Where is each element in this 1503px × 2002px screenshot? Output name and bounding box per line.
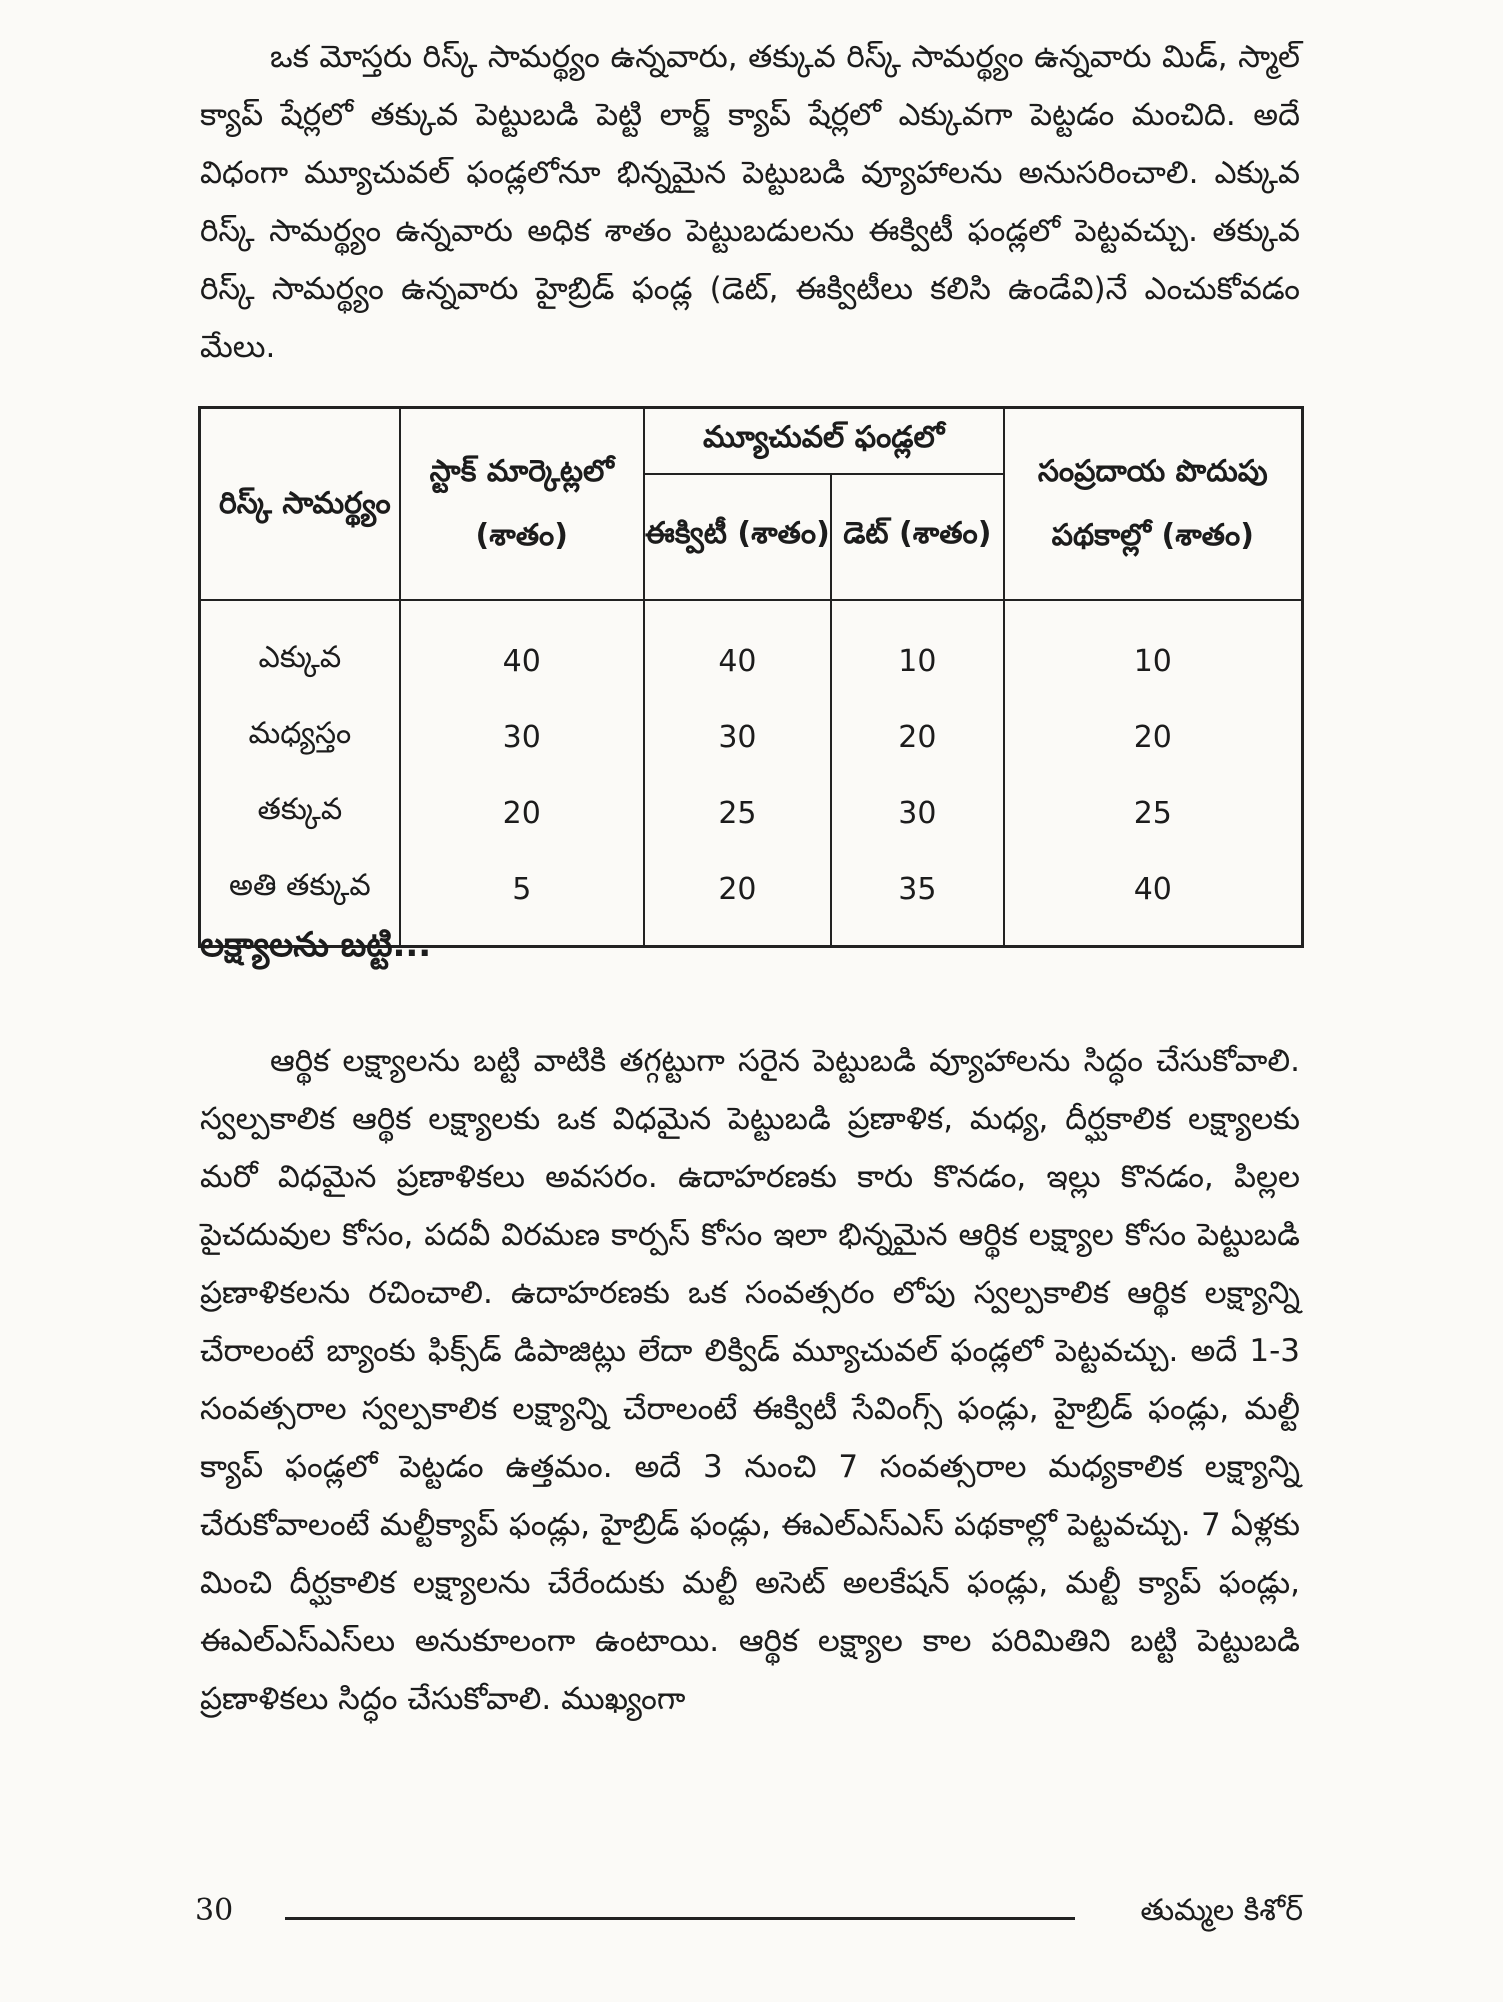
risk-level: ఎక్కువ bbox=[200, 600, 400, 699]
paragraph-intro: ఒక మోస్తరు రిస్క్ సామర్థ్యం ఉన్నవారు, తక్కువ రిస్క్ సామర్థ్యం ఉన్నవారు మిడ్, స్మాల్ క్యాప్ షేర్లలో తక్కువ పెట్టుబడి పెట్టి లార్జ్ క్యాప్ షేర్లలో ఎక్కువగా పెట్టడం మంచిది. అదే విధంగా మ్యూచువల్ ఫండ్లలోనూ భిన్నమైన పెట్టుబడి వ్యూహాలను అనుసరించాలి. ఎక్కువ రిస్క్ సామర్థ్యం ఉన్నవారు అధిక శాతం పెట్టుబడులను ఈక్విటీ ఫండ్లలో పెట్టవచ్చు. తక్కువ రిస్క్ సామర్థ్యం ఉన్నవారు హైబ్రిడ్ ఫండ్ల (డెట్, ఈక్విటీలు కలిసి ఉండేవి)నే ఎంచుకోవడం మేలు. bbox=[200, 39, 1300, 365]
header-risk: రిస్క్ సామర్థ్యం bbox=[200, 408, 400, 601]
author-name: తుమ్మల కిశోర్ bbox=[1140, 1893, 1303, 1928]
header-debt: డెట్ (శాతం) bbox=[831, 474, 1004, 600]
equity-percent: 20 bbox=[644, 851, 831, 947]
risk-level: తక్కువ bbox=[200, 775, 400, 851]
paragraph-goals: ఆర్థిక లక్ష్యాలను బట్టి వాటికి తగ్గట్టుగా సరైన పెట్టుబడి వ్యూహాలను సిద్ధం చేసుకోవాలి. స్వల్పకాలిక ఆర్థిక లక్ష్యాలకు ఒక విధమైన పెట్టుబడి ప్రణాళిక, మధ్య, దీర్ఘకాలిక లక్ష్యాలకు మరో విధమైన ప్రణాళికలు అవసరం. ఉదాహరణకు కారు కొనడం, ఇల్లు కొనడం, పిల్లల పైచదువుల కోసం, పదవీ విరమణ కార్పస్ కోసం ఇలా భిన్నమైన ఆర్థిక లక్ష్యాల కోసం పెట్టుబడి ప్రణాళికలను రచించాలి. ఉదాహరణకు ఒక సంవత్సరం లోపు స్వల్పకాలిక ఆర్థిక లక్ష్యాన్ని చేరాలంటే బ్యాంకు ఫిక్స్‌డ్ డిపాజిట్లు లేదా లిక్విడ్ మ్యూచువల్ ఫండ్లలో పెట్టవచ్చు. అదే 1-3 సంవత్సరాల స్వల్పకాలిక లక్ష్యాన్ని చేరాలంటే ఈక్విటీ సేవింగ్స్ ఫండ్లు, హైబ్రిడ్ ఫండ్లు, మల్టీ క్యాప్ ఫండ్లలో పెట్టడం ఉత్తమం. అదే 3 నుంచి 7 సంవత్సరాల మధ్యకాలిక లక్ష్యాన్ని చేరుకోవాలంటే మల్టీక్యాప్ ఫండ్లు, హైబ్రిడ్ ఫండ్లు, ఈఎల్ఎస్ఎస్ పథకాల్లో పెట్టవచ్చు. 7 ఏళ్లకు మించి దీర్ఘకాలిక లక్ష్యాలను చేరేందుకు మల్టీ అసెట్ అలకేషన్ ఫండ్లు, మల్టీ క్యాప్ ఫండ్లు, ఈఎల్ఎస్ఎస్‌లు అనుకూలంగా ఉంటాయి. ఆర్థిక లక్ష్యాల కాల పరిమితిని బట్టి పెట్టుబడి ప్రణాళికలు సిద్ధం చేసుకోవాలి. ముఖ్యంగా bbox=[200, 1043, 1300, 1717]
allocation-table bbox=[198, 406, 1304, 948]
header-traditional-savings: సంప్రదాయ పొదుపు పథకాల్లో (శాతం) bbox=[1004, 408, 1303, 601]
debt-percent: 30 bbox=[831, 775, 1004, 851]
section-heading: లక్ష్యాలను బట్టి... bbox=[200, 925, 432, 965]
traditional-percent: 25 bbox=[1004, 775, 1303, 851]
table-row bbox=[200, 775, 1303, 851]
risk-level: మధ్యస్తం bbox=[200, 699, 400, 775]
risk-level: అతి తక్కువ bbox=[200, 851, 400, 947]
stock-percent: 5 bbox=[400, 851, 644, 947]
debt-percent: 20 bbox=[831, 699, 1004, 775]
equity-percent: 30 bbox=[644, 699, 831, 775]
table-row bbox=[200, 699, 1303, 775]
debt-percent: 10 bbox=[831, 600, 1004, 699]
footer-divider bbox=[285, 1917, 1075, 1920]
page-footer bbox=[195, 1893, 1303, 1943]
page-number: 30 bbox=[195, 1893, 234, 1928]
header-stock-markets: స్టాక్ మార్కెట్లలో (శాతం) bbox=[400, 408, 644, 601]
stock-percent: 40 bbox=[400, 600, 644, 699]
debt-percent: 35 bbox=[831, 851, 1004, 947]
stock-percent: 30 bbox=[400, 699, 644, 775]
header-equity: ఈక్విటీ (శాతం) bbox=[644, 474, 831, 600]
stock-percent: 20 bbox=[400, 775, 644, 851]
traditional-percent: 40 bbox=[1004, 851, 1303, 947]
table-header-row bbox=[200, 408, 1303, 475]
equity-percent: 40 bbox=[644, 600, 831, 699]
traditional-percent: 10 bbox=[1004, 600, 1303, 699]
header-mutual-funds: మ్యూచువల్ ఫండ్లలో bbox=[644, 408, 1004, 475]
traditional-percent: 20 bbox=[1004, 699, 1303, 775]
table-row bbox=[200, 600, 1303, 699]
equity-percent: 25 bbox=[644, 775, 831, 851]
